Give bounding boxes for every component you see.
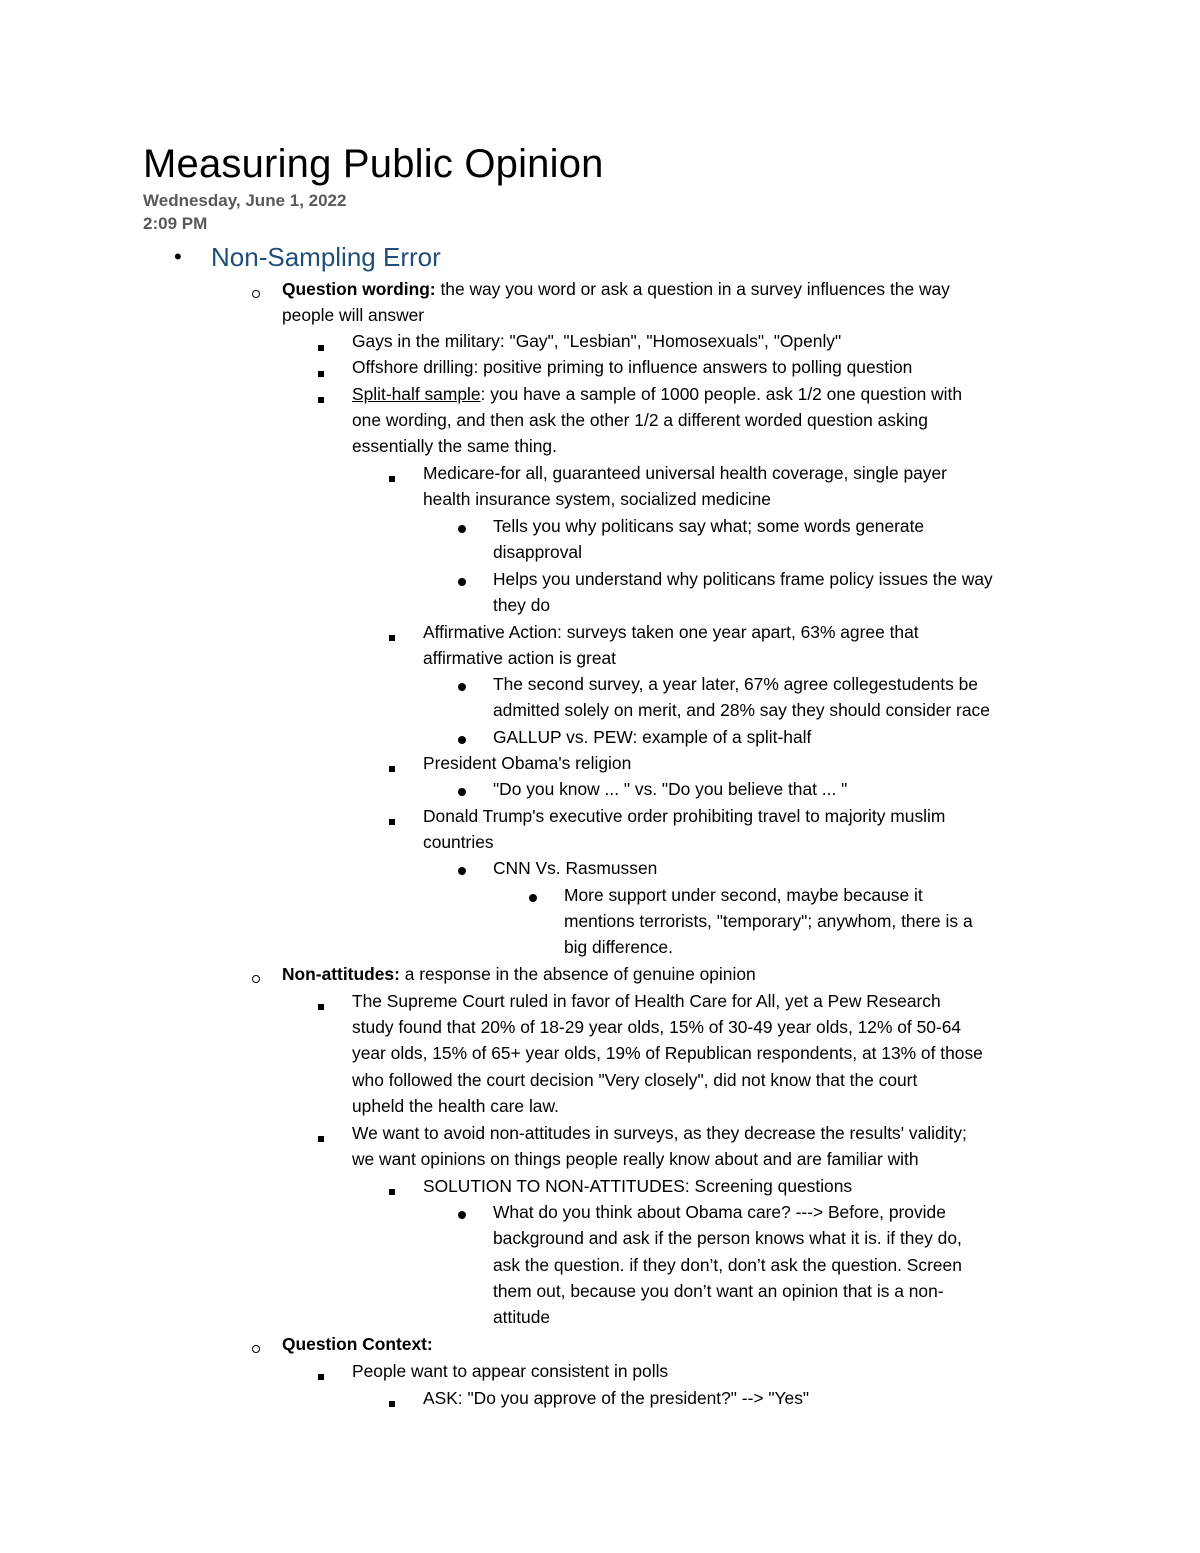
list-item: mentions terrorists, "temporary"; anywhom, there is a	[564, 911, 973, 931]
list-item: The second survey, a year later, 67% agree collegestudents be	[493, 674, 978, 694]
list-item: People want to appear consistent in polls	[352, 1361, 669, 1381]
dot-bullet	[451, 573, 473, 591]
list-item: they do	[493, 595, 551, 615]
note-date: Wednesday, June 1, 2022	[143, 191, 347, 210]
list-item: people will answer	[282, 305, 425, 325]
list-item: health insurance system, socialized medicine	[423, 489, 771, 509]
list-item: study found that 20% of 18-29 year olds, 15% of 30-49 year olds, 12% of 50-64	[352, 1017, 962, 1037]
non-attitudes-text: a response in the absence of genuine opinion	[399, 964, 756, 984]
split-half-label: Split-half sample	[352, 384, 481, 404]
list-item: Offshore drilling: positive priming to influence answers to polling question	[352, 357, 913, 377]
list-item: More support under second, maybe because it	[564, 885, 923, 905]
list-item: Donald Trump's executive order prohibiting travel to majority muslim	[423, 806, 946, 826]
dot-bullet	[451, 731, 473, 749]
list-item: affirmative action is great	[423, 648, 616, 668]
list-item: "Do you know ... " vs. "Do you believe that ... "	[493, 779, 848, 799]
question-context-label: Question Context:	[282, 1334, 433, 1354]
list-item: year olds, 15% of 65+ year olds, 19% of Republican respondents, at 13% of those	[352, 1043, 983, 1063]
list-item: President Obama's religion	[423, 753, 632, 773]
list-item: background and ask if the person knows what it is. if they do,	[493, 1228, 962, 1248]
square-bullet	[381, 1394, 403, 1412]
list-item: The Supreme Court ruled in favor of Health Care for All, yet a Pew Research	[352, 991, 941, 1011]
non-attitudes-label: Non-attitudes:	[282, 964, 400, 984]
dot-bullet	[451, 678, 473, 696]
square-bullet	[381, 812, 403, 830]
level1-bullet: •	[174, 244, 182, 269]
dot-bullet	[451, 862, 473, 880]
circle-bullet	[245, 285, 267, 303]
list-item: What do you think about Obama care? ---> Before, provide	[493, 1202, 946, 1222]
list-item: GALLUP vs. PEW: example of a split-half	[493, 727, 812, 747]
list-item: ASK: "Do you approve of the president?" --> "Yes"	[423, 1388, 810, 1408]
split-half-text: : you have a sample of 1000 people. ask 1/2 one question with	[480, 384, 963, 404]
square-bullet	[310, 1129, 332, 1147]
square-bullet	[381, 759, 403, 777]
list-item: Helps you understand why politicans frame policy issues the way	[493, 569, 993, 589]
list-item: upheld the health care law.	[352, 1096, 559, 1116]
list-item: we want opinions on things people really know about and are familiar with	[352, 1149, 919, 1169]
list-item: Affirmative Action: surveys taken one year apart, 63% agree that	[423, 622, 919, 642]
circle-bullet	[245, 1340, 267, 1358]
list-item: big difference.	[564, 937, 673, 957]
list-item: who followed the court decision "Very closely", did not know that the court	[352, 1070, 918, 1090]
list-item	[282, 961, 756, 987]
section-heading: Non-Sampling Error	[211, 242, 441, 272]
square-bullet	[310, 364, 332, 382]
list-item: We want to avoid non-attitudes in surveys, as they decrease the results' validity;	[352, 1123, 967, 1143]
square-bullet	[381, 628, 403, 646]
question-wording-text: the way you word or ask a question in a survey influences the way	[435, 279, 950, 299]
page-title: Measuring Public Opinion	[143, 142, 604, 186]
list-item: one wording, and then ask the other 1/2 a different worded question asking	[352, 410, 928, 430]
list-item	[352, 381, 962, 407]
list-item: disapproval	[493, 542, 582, 562]
list-item: attitude	[493, 1307, 551, 1327]
question-wording-label: Question wording:	[282, 279, 436, 299]
square-bullet	[381, 1182, 403, 1200]
square-bullet	[381, 469, 403, 487]
list-item: SOLUTION TO NON-ATTITUDES: Screening questions	[423, 1176, 853, 1196]
dot-bullet	[451, 783, 473, 801]
list-item: countries	[423, 832, 494, 852]
dot-bullet	[451, 1206, 473, 1224]
list-item: CNN Vs. Rasmussen	[493, 858, 658, 878]
square-bullet	[310, 997, 332, 1015]
note-time: 2:09 PM	[143, 214, 208, 233]
square-bullet	[310, 1367, 332, 1385]
list-item: admitted solely on merit, and 28% say they should consider race	[493, 700, 990, 720]
list-item: essentially the same thing.	[352, 436, 557, 456]
list-item: ask the question. if they don’t, don’t ask the question. Screen	[493, 1255, 962, 1275]
list-item	[282, 276, 950, 302]
list-item: Medicare-for all, guaranteed universal health coverage, single payer	[423, 463, 947, 483]
square-bullet	[310, 338, 332, 356]
list-item: Tells you why politicans say what; some words generate	[493, 516, 925, 536]
square-bullet	[310, 390, 332, 408]
dot-bullet	[451, 520, 473, 538]
dot-bullet	[522, 889, 544, 907]
circle-bullet	[245, 970, 267, 988]
list-item: Gays in the military: "Gay", "Lesbian", "Homosexuals", "Openly"	[352, 331, 842, 351]
list-item: them out, because you don’t want an opinion that is a non-	[493, 1281, 944, 1301]
